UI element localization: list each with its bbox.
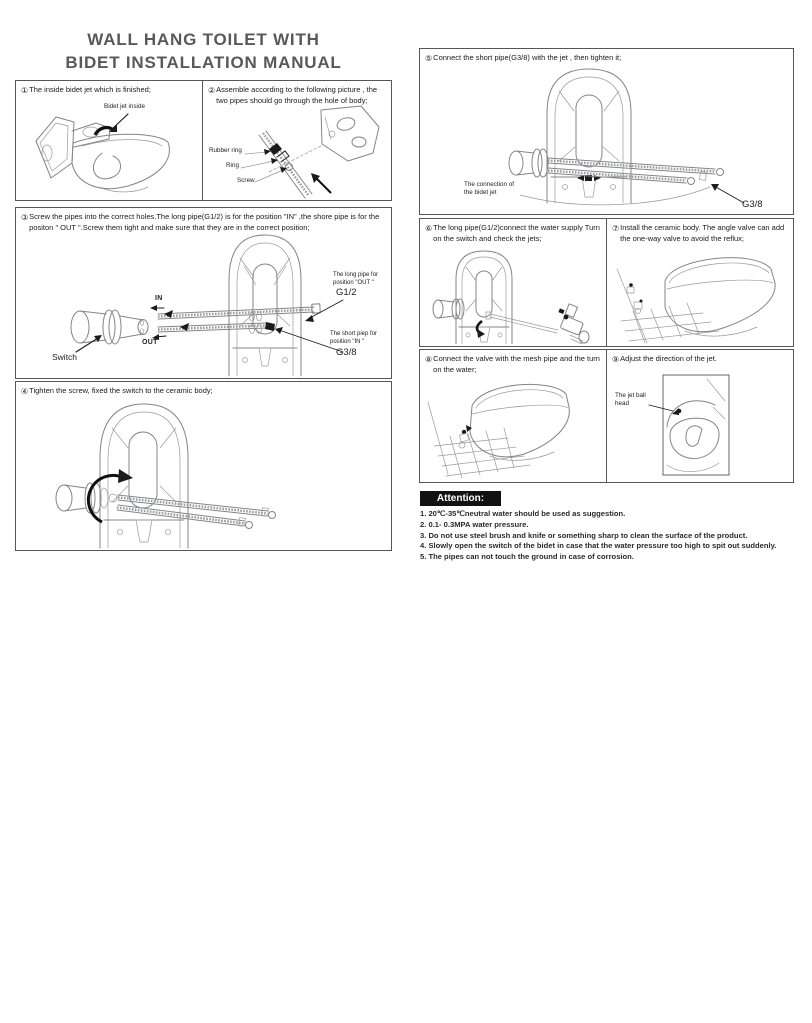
jet-direction-sketch	[607, 366, 793, 482]
step5-text: Connect the short pipe(G3/8) with the jet , then tighten it;	[433, 53, 622, 62]
page-title-line2: BIDET INSTALLATION MANUAL	[65, 53, 342, 73]
step6-caption	[420, 219, 606, 244]
step8-number: ⑧	[425, 355, 433, 364]
step7-number: ⑦	[612, 224, 620, 233]
attention-item: 2. 0.1- 0.3MPA water pressure.	[420, 519, 529, 529]
step8-illustration	[420, 374, 606, 482]
label-ring: Ring	[226, 162, 239, 169]
attention-item: 3. Do not use steel brush and knife or something sharp to clean the surface of the product.	[420, 530, 748, 540]
step9-caption	[607, 350, 793, 365]
label-switch: Switch	[52, 352, 78, 362]
label-g38-step5: G3/8	[742, 199, 763, 210]
label-screw: Screw	[237, 177, 255, 184]
panel-step2	[202, 80, 392, 201]
label-g12: G1/2	[336, 287, 357, 298]
label-in: IN	[155, 295, 163, 302]
label-bidet-jet-inside: Bidet jet inside	[104, 103, 145, 110]
label-out: OUT	[142, 339, 158, 346]
step7-text: Install the ceramic body. The angle valve can add the one-way valve to avoid the reflux;	[620, 223, 785, 243]
step9-illustration	[607, 366, 793, 482]
label-g38: G3/8	[336, 347, 357, 358]
panel-step5	[419, 48, 794, 215]
step9-number: ⑨	[612, 355, 620, 364]
label-short-pipe-note: The short piep for position "IN "	[330, 331, 378, 345]
step4-number: ④	[21, 387, 29, 396]
step4-illustration	[16, 398, 391, 550]
step3-illustration	[16, 230, 391, 378]
panel-step4	[15, 381, 392, 551]
step1-number: ①	[21, 86, 29, 95]
attention-header: Attention:	[420, 491, 501, 506]
label-jet-ball-head: The jet ball head	[615, 392, 646, 407]
valve-mesh-pipe-sketch	[420, 374, 606, 482]
label-connection-bidet-jet: The connection of the bidet jet	[464, 181, 515, 196]
attention-item: 4. Slowly open the switch of the bidet in case that the water pressure too high to spit out suddenly.	[420, 541, 777, 551]
attention-item: 1. 20℃-35℃neutral water should be used as suggestion.	[420, 509, 626, 518]
step2-number: ②	[208, 86, 216, 95]
label-long-pipe-note: The long pipe for position "OUT "	[333, 272, 379, 286]
step4-caption	[16, 382, 391, 397]
step2-illustration	[203, 105, 391, 200]
step3-text: Screw the pipes into the correct holes.The long pipe(G1/2) is for the position "IN" ,the shore pipe is for the positon " OUT ".Screw them tight and make sure that they are in the correct position;	[29, 212, 380, 232]
water-supply-sketch	[420, 243, 606, 346]
step5-illustration	[420, 65, 793, 214]
toilet-body-sketch	[16, 99, 202, 200]
step6-illustration	[420, 243, 606, 346]
step1-caption	[16, 81, 202, 96]
step5-number: ⑤	[425, 54, 433, 63]
page-title-line1: WALL HANG TOILET WITH	[87, 30, 320, 49]
step6-text: The long pipe(G1/2)connect the water supply Turn on the switch and check the jets;	[433, 223, 600, 243]
step9-text: Adjust the direction of the jet.	[620, 354, 717, 363]
panel-step9	[606, 349, 794, 483]
step6-number: ⑥	[425, 224, 433, 233]
attention-list	[420, 509, 792, 563]
ceramic-body-install-sketch	[607, 243, 793, 346]
step7-illustration	[607, 243, 793, 346]
tighten-screw-sketch	[16, 398, 391, 550]
step5-caption	[420, 49, 793, 64]
page-title	[15, 28, 392, 75]
step8-caption	[420, 350, 606, 375]
panel-step7	[606, 218, 794, 347]
step2-text: Assemble according to the following picture , the two pipes should go through the hole of body;	[216, 85, 378, 105]
attention-item: 5. The pipes can not touch the ground in case of corrosion.	[420, 552, 634, 562]
step1-illustration	[16, 99, 202, 200]
step3-number: ③	[21, 213, 29, 222]
panel-step8	[419, 349, 607, 483]
label-rubber-ring: Rubber ring	[209, 147, 242, 154]
step4-text: Tighten the screw, fixed the switch to the ceramic body;	[29, 386, 213, 395]
panel-step3	[15, 207, 392, 379]
step8-text: Connect the valve with the mesh pipe and the turn on the water;	[433, 354, 600, 374]
step7-caption	[607, 219, 793, 244]
panel-step1	[15, 80, 203, 201]
step1-text: The inside bidet jet which is finished;	[29, 85, 151, 94]
panel-step6	[419, 218, 607, 347]
step2-caption	[203, 81, 391, 106]
